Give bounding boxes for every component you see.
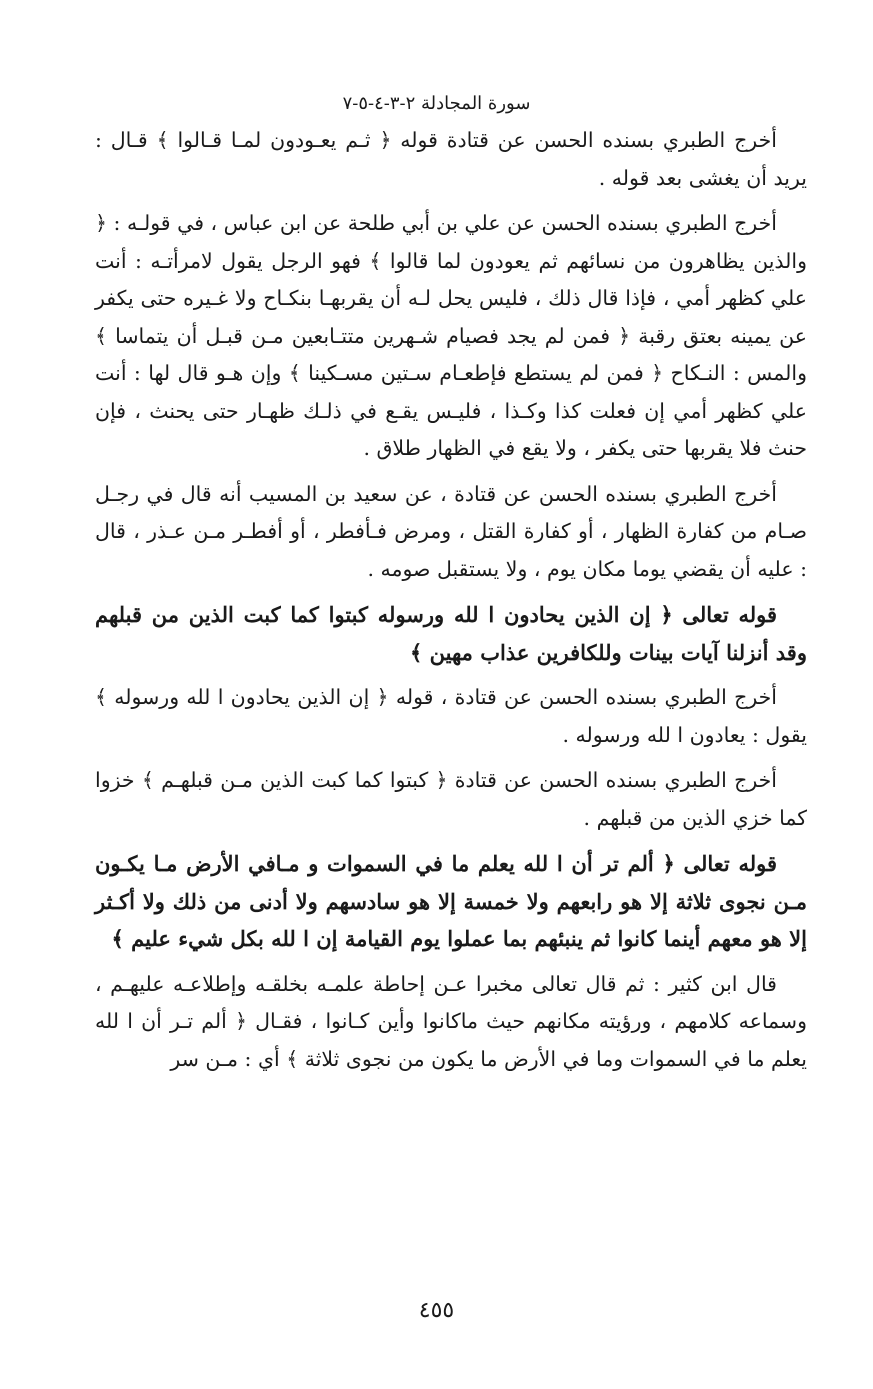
verse-heading-1: قوله تعالى ﴿ إن الذين يحادون ا لله ورسوله كبتوا كما كبت الذين من قبلهم وقد أنزلنا آيات بينات وللكافرين عذاب مهين ﴾ [95, 602, 807, 665]
paragraph-5: أخرج الطبري بسنده الحسن عن قتادة ﴿ كبتوا كما كبت الذين مـن قبلهـم ﴾ خزوا كما خزي الذين من قبلهم . [95, 768, 807, 830]
body-text [95, 122, 807, 1086]
paragraph-1: أخرج الطبري بسنده الحسن عن قتادة قوله ﴿ ثـم يعـودون لمـا قـالوا ﴾ قـال : يريد أن يغشى بعد قوله . [95, 128, 807, 190]
page-number: ٤٥٥ [418, 1298, 455, 1323]
paragraph-2: أخرج الطبري بسنده الحسن عن علي بن أبي طلحة عن ابن عباس ، في قولـه : ﴿ والذين يظاهرون من نسائهم ثم يعودون لما قالوا ﴾ فهو الرجل يقول لامرأتـه : أنت علي كظهر أمي ، فإذا قال ذلك ، فليس يحل لـه أن يقربهـا بنكـاح ولا غـيره حتى يكفر عن يمينه بعتق رقبة ﴿ فمن لم يجد فصيام شـهرين متتـابعين مـن قبـل أن يتماسا ﴾ والمس : النـكاح ﴿ فمن لم يستطع فإطعـام سـتين مسـكينا ﴾ وإن هـو قال لها : أنت علي كظهر أمي إن فعلت كذا وكـذا ، فليـس يقـع في ذلـك ظهـار حتى يحنث ، فإن حنث فلا يقربها حتى يكفر ، ولا يقع في الظهار طلاق . [95, 211, 808, 460]
running-header: سورة المجادلة ٢-٣-٤-٥-٧ [342, 93, 531, 114]
paragraph-6: قال ابن كثير : ثم قال تعالى مخبرا عـن إحاطة علمـه بخلقـه وإطلاعـه عليهـم ، وسماعه كلامهم ، ورؤيته مكانهم حيث ماكانوا وأين كـانوا ، فقـال ﴿ ألم تـر أن ا لله يعلم ما في السموات وما في الأرض ما يكون من نجوى ثلاثة ﴾ أي : مـن سر [95, 971, 807, 1071]
verse-heading-2: قوله تعالى ﴿ ألم تر أن ا لله يعلم ما في السموات و مـافي الأرض مـا يكـون مـن نجوى ثلاثة إلا هو رابعهم ولا خمسة إلا هو سادسهم ولا أدنى من ذلك ولا أكـثر إلا هو معهم أينما كانوا ثم ينبئهم بما عملوا يوم القيامة إن ا لله بكل شيء عليم ﴾ [95, 851, 807, 951]
paragraph-3: أخرج الطبري بسنده الحسن عن قتادة ، عن سعيد بن المسيب أنه قال في رجـل صـام من كفارة الظهار ، أو كفارة القتل ، ومرض فـأفطر ، أو أفطـر مـن عـذر ، قال : عليه أن يقضي يوما مكان يوم ، ولا يستقبل صومه . [95, 481, 807, 581]
paragraph-4: أخرج الطبري بسنده الحسن عن قتادة ، قوله ﴿ إن الذين يحادون ا لله ورسوله ﴾ يقول : يعادون ا لله ورسوله . [95, 685, 807, 747]
